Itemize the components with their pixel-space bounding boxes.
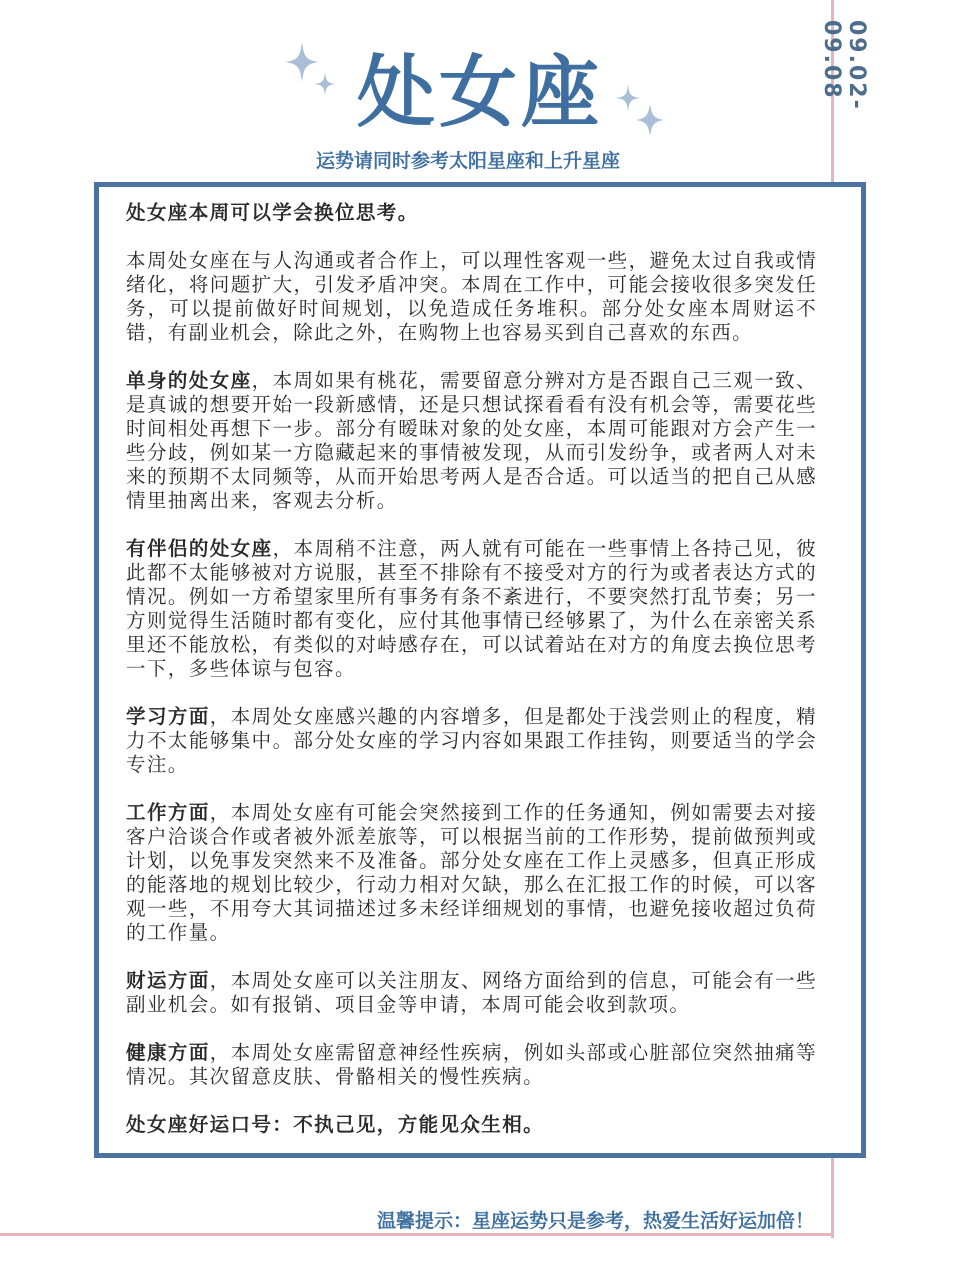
horoscope-content-box: [94, 182, 866, 1158]
section-heading: 健康方面: [126, 1041, 210, 1064]
motto-text: 处女座好运口号：不执己见，方能见众生相。: [126, 1113, 545, 1136]
section-heading: 工作方面: [126, 801, 210, 824]
section-health: [126, 1041, 817, 1089]
intro-paragraph: [126, 201, 817, 225]
pink-frame-horizontal-line: [0, 1233, 834, 1236]
section-text: ，本周处女座需留意神经性疾病，例如头部或心脏部位突然抽痛等情况。其次留意皮肤、骨骼相关的慢性疾病。: [126, 1041, 817, 1088]
section-heading: 单身的处女座: [126, 369, 252, 392]
intro-text: 处女座本周可以学会换位思考。: [126, 201, 419, 224]
section-work: [126, 801, 817, 945]
section-heading: 学习方面: [126, 705, 210, 728]
section-text: ，本周稍不注意，两人就有可能在一些事情上各持己见，彼此都不太能够被对方说服，甚至不排除有不接受对方的行为或者表达方式的情况。例如一方希望家里所有事务有条不紊进行，不要突然打乱节奏；另一方则觉得生活随时都有变化，应付其他事情已经够累了，为什么在亲密关系里还不能放松，有类似的对峙感存在，可以试着站在对方的角度去换位思考一下，多些体谅与包容。: [126, 537, 817, 680]
motto-paragraph: [126, 1113, 817, 1137]
date-range: 09.02-09.08: [819, 20, 869, 111]
footer-tip: 温馨提示：星座运势只是参考，热爱生活好运加倍！: [376, 1210, 814, 1232]
section-single: [126, 369, 817, 513]
section-wealth: [126, 969, 817, 1017]
section-study: [126, 705, 817, 777]
page-title: 处女座: [356, 48, 603, 138]
section-text: ，本周处女座感兴趣的内容增多，但是都处于浅尝则止的程度，精力不太能够集中。部分处女座的学习内容如果跟工作挂钩，则要适当的学会专注。: [126, 705, 817, 776]
section-heading: 有伴侣的处女座: [126, 537, 273, 560]
section-heading: 财运方面: [126, 969, 210, 992]
page-subtitle: 运势请同时参考太阳星座和上升星座: [315, 150, 620, 172]
horoscope-text: [126, 201, 817, 1137]
section-partnered: [126, 537, 817, 681]
section-text: ，本周处女座可以关注朋友、网络方面给到的信息，可能会有一些副业机会。如有报销、项目金等申请，本周可能会收到款项。: [126, 969, 817, 1016]
section-text: ，本周如果有桃花，需要留意分辨对方是否跟自己三观一致、是真诚的想要开始一段新感情，还是只想试探看看有没有机会等，需要花些时间相处再想下一步。部分有暧昧对象的处女座，本周可能跟对方会产生一些分歧，例如某一方隐藏起来的事情被发现，从而引发纷争，或者两人对未来的预期不太同频等，从而开始思考两人是否合适。可以适当的把自己从感情里抽离出来，客观去分析。: [126, 369, 817, 512]
overview-paragraph: 本周处女座在与人沟通或者合作上，可以理性客观一些，避免太过自我或情绪化，将问题扩大，引发矛盾冲突。本周在工作中，可能会接收很多突发任务，可以提前做好时间规划，以免造成任务堆积。部分处女座本周财运不错，有副业机会，除此之外，在购物上也容易买到自己喜欢的东西。: [126, 249, 817, 344]
section-text: ，本周处女座有可能会突然接到工作的任务通知，例如需要去对接客户洽谈合作或者被外派差旅等，可以根据当前的工作形势，提前做预判或计划，以免事发突然来不及准备。部分处女座在工作上灵感多，但真正形成的能落地的规划比较少，行动力相对欠缺，那么在汇报工作的时候，可以客观一些，不用夸大其词描述过多未经详细规划的事情，也避免接收超过负荷的工作量。: [126, 801, 817, 944]
